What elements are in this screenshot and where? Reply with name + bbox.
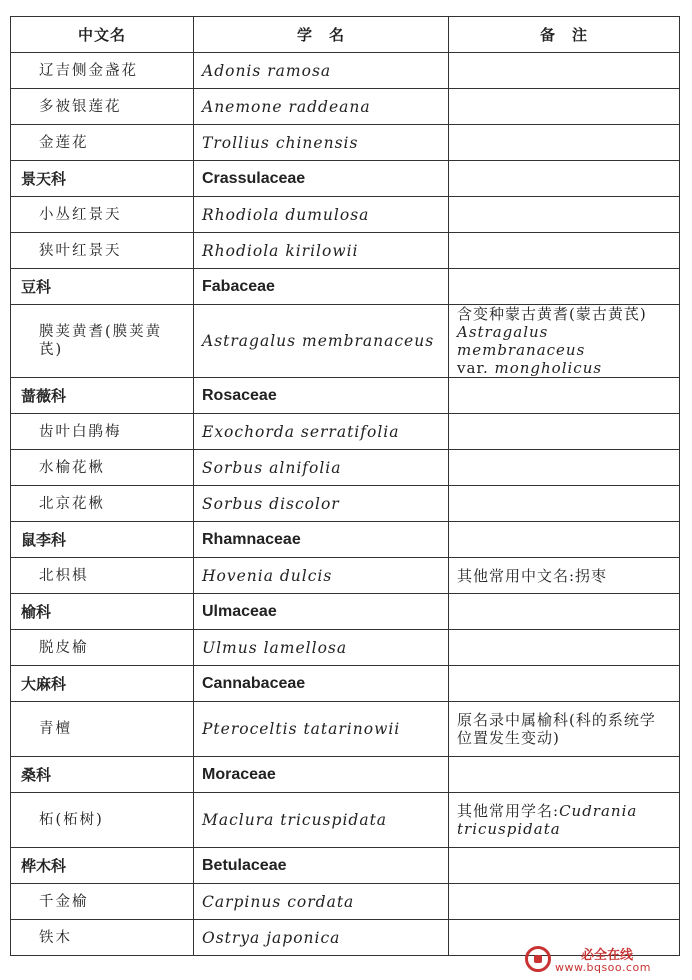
chinese-name: 青檀 bbox=[11, 702, 194, 757]
family-row bbox=[11, 666, 680, 702]
chinese-name: 铁木 bbox=[11, 920, 194, 956]
table-header-row bbox=[11, 17, 680, 53]
table-row bbox=[11, 197, 680, 233]
table-row bbox=[11, 53, 680, 89]
chinese-name: 多被银莲花 bbox=[11, 89, 194, 125]
note-text: 其他常用学名: bbox=[457, 802, 560, 820]
chinese-name: 北枳椇 bbox=[11, 558, 194, 594]
note-text: mongholicus bbox=[494, 359, 603, 377]
note bbox=[449, 757, 680, 793]
family-scientific-name: Moraceae bbox=[194, 757, 449, 793]
table-row bbox=[11, 558, 680, 594]
scientific-name: Anemone raddeana bbox=[194, 89, 449, 125]
note-line: 含变种蒙古黄耆(蒙古黄芪) bbox=[457, 305, 647, 323]
table-row bbox=[11, 414, 680, 450]
note bbox=[449, 848, 680, 884]
scientific-name: Sorbus alnifolia bbox=[194, 450, 449, 486]
family-scientific-name: Cannabaceae bbox=[194, 666, 449, 702]
note-line bbox=[457, 359, 671, 377]
scientific-name: Ulmus lamellosa bbox=[194, 630, 449, 666]
note bbox=[449, 305, 680, 378]
family-row bbox=[11, 378, 680, 414]
family-chinese-name: 鼠李科 bbox=[11, 522, 194, 558]
note bbox=[449, 233, 680, 269]
scientific-name: Exochorda serratifolia bbox=[194, 414, 449, 450]
scientific-name: Hovenia dulcis bbox=[194, 558, 449, 594]
table-row bbox=[11, 486, 680, 522]
family-row bbox=[11, 269, 680, 305]
family-chinese-name: 大麻科 bbox=[11, 666, 194, 702]
scientific-name: Ostrya japonica bbox=[194, 920, 449, 956]
family-chinese-name: 桦木科 bbox=[11, 848, 194, 884]
scientific-name: Rhodiola kirilowii bbox=[194, 233, 449, 269]
table-row bbox=[11, 702, 680, 757]
note: 原名录中属榆科(科的系统学位置发生变动) bbox=[449, 702, 680, 757]
note bbox=[449, 630, 680, 666]
note-text: var. bbox=[457, 359, 489, 377]
family-scientific-name: Fabaceae bbox=[194, 269, 449, 305]
family-chinese-name: 蔷薇科 bbox=[11, 378, 194, 414]
family-row bbox=[11, 161, 680, 197]
scientific-name: Adonis ramosa bbox=[194, 53, 449, 89]
chinese-name: 千金榆 bbox=[11, 884, 194, 920]
scientific-name: Carpinus cordata bbox=[194, 884, 449, 920]
note bbox=[449, 594, 680, 630]
scientific-name: Maclura tricuspidata bbox=[194, 793, 449, 848]
table-row bbox=[11, 125, 680, 161]
family-row bbox=[11, 848, 680, 884]
note-text: Cudrania tricuspidata bbox=[457, 802, 638, 838]
note: 其他常用中文名:拐枣 bbox=[449, 558, 680, 594]
header-scientific-name: 学 名 bbox=[194, 17, 449, 53]
chinese-name: 狭叶红景天 bbox=[11, 233, 194, 269]
family-row bbox=[11, 757, 680, 793]
family-chinese-name: 豆科 bbox=[11, 269, 194, 305]
family-row bbox=[11, 594, 680, 630]
chinese-name: 柘(柘树) bbox=[11, 793, 194, 848]
note-line: Astragalus membranaceus bbox=[457, 323, 586, 359]
watermark-logo-icon bbox=[525, 946, 551, 972]
note bbox=[449, 269, 680, 305]
family-scientific-name: Ulmaceae bbox=[194, 594, 449, 630]
chinese-name: 北京花楸 bbox=[11, 486, 194, 522]
chinese-name: 水榆花楸 bbox=[11, 450, 194, 486]
family-chinese-name: 景天科 bbox=[11, 161, 194, 197]
header-chinese-name: 中文名 bbox=[11, 17, 194, 53]
table-row bbox=[11, 450, 680, 486]
note bbox=[449, 53, 680, 89]
note bbox=[449, 125, 680, 161]
note bbox=[449, 414, 680, 450]
table-row bbox=[11, 305, 680, 378]
chinese-name: 脱皮榆 bbox=[11, 630, 194, 666]
note bbox=[449, 666, 680, 702]
chinese-name: 齿叶白鹃梅 bbox=[11, 414, 194, 450]
family-scientific-name: Crassulaceae bbox=[194, 161, 449, 197]
plant-list-table bbox=[10, 16, 680, 956]
family-chinese-name: 桑科 bbox=[11, 757, 194, 793]
table-row bbox=[11, 233, 680, 269]
note bbox=[449, 450, 680, 486]
note bbox=[449, 884, 680, 920]
note bbox=[449, 197, 680, 233]
family-scientific-name: Rosaceae bbox=[194, 378, 449, 414]
scientific-name: Astragalus membranaceus bbox=[194, 305, 449, 378]
scientific-name: Sorbus discolor bbox=[194, 486, 449, 522]
scientific-name: Trollius chinensis bbox=[194, 125, 449, 161]
note bbox=[449, 793, 680, 848]
family-row bbox=[11, 522, 680, 558]
watermark bbox=[525, 944, 685, 976]
table-row bbox=[11, 89, 680, 125]
scientific-name: Rhodiola dumulosa bbox=[194, 197, 449, 233]
scientific-name: Pteroceltis tatarinowii bbox=[194, 702, 449, 757]
chinese-name: 小丛红景天 bbox=[11, 197, 194, 233]
note bbox=[449, 378, 680, 414]
chinese-name: 金莲花 bbox=[11, 125, 194, 161]
family-scientific-name: Betulaceae bbox=[194, 848, 449, 884]
note bbox=[449, 161, 680, 197]
table-row bbox=[11, 793, 680, 848]
family-chinese-name: 榆科 bbox=[11, 594, 194, 630]
table-row bbox=[11, 884, 680, 920]
watermark-url: www.bqsoo.com bbox=[555, 961, 651, 974]
note bbox=[449, 522, 680, 558]
chinese-name: 辽吉侧金盏花 bbox=[11, 53, 194, 89]
header-notes: 备 注 bbox=[449, 17, 680, 53]
table-row bbox=[11, 630, 680, 666]
note bbox=[449, 486, 680, 522]
family-scientific-name: Rhamnaceae bbox=[194, 522, 449, 558]
chinese-name: 膜荚黄耆(膜荚黄芪) bbox=[11, 305, 194, 378]
note bbox=[449, 89, 680, 125]
watermark-title: 必全在线 bbox=[581, 948, 634, 963]
